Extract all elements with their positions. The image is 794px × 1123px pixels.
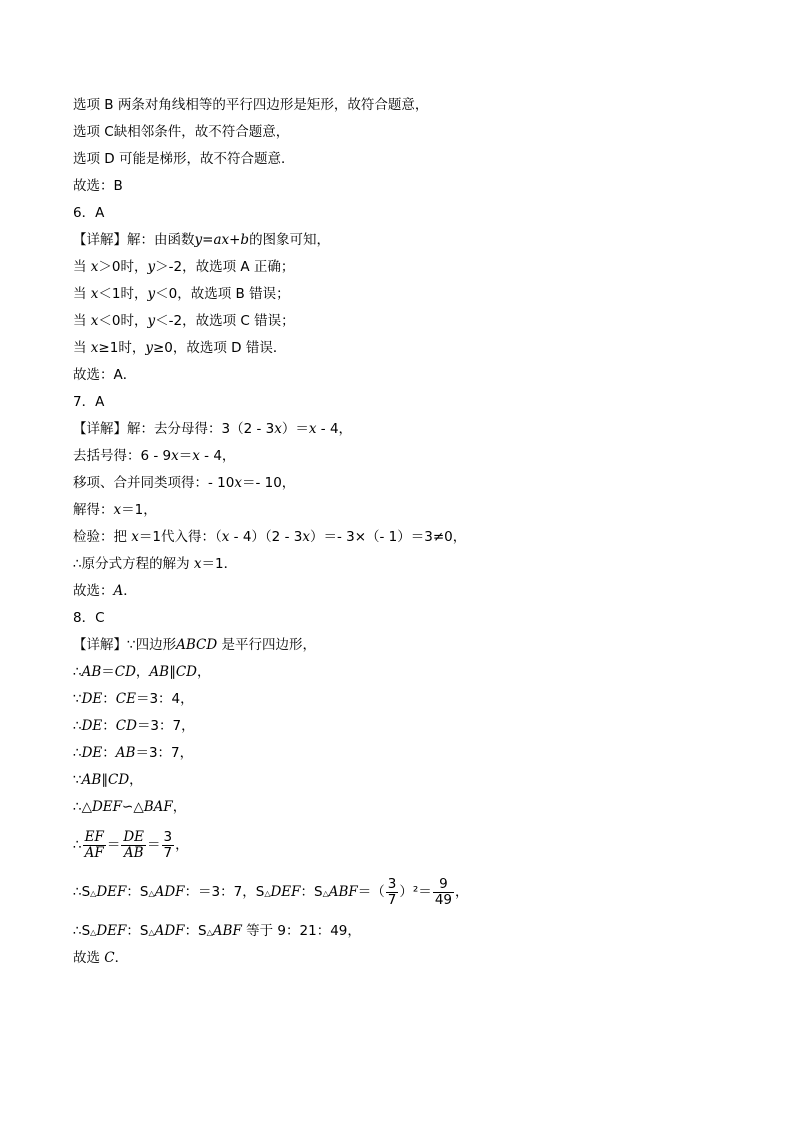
text-line: 故选 C． <box>73 950 129 966</box>
text-line: 故选：A． <box>73 583 137 599</box>
question-number: 8．C <box>73 610 105 626</box>
text-line: ∵AB∥CD， <box>73 772 143 788</box>
text-line: 解得：x＝1， <box>73 502 157 518</box>
text-line: 当 x＜0时，y＜-2，故选项 C 错误； <box>73 313 295 329</box>
fraction: $\frac{3}{7}$ <box>163 828 173 861</box>
text-line: ∴原分式方程的解为 x＝1． <box>73 556 238 572</box>
text-line: ∴DE：CD＝3：7， <box>73 718 195 734</box>
text-line: ∴S△DEF：S△ADF：S△ABF 等于 9：21：49， <box>73 923 361 939</box>
text-line: ∴△DEF∽△BAF， <box>73 799 187 815</box>
text-line: 【详解】∵四边形ABCD 是平行四边形， <box>73 637 316 653</box>
text-line: 【详解】解：去分母得：3（2 - 3x）＝x - 4， <box>73 421 353 437</box>
text-line: 选项 D 可能是梯形，故不符合题意． <box>73 151 295 167</box>
text-line: 当 x≥1时，y≥0，故选项 D 错误． <box>73 340 287 356</box>
area-ratio-line: ∴S△DEF：S△ADF：＝3：7，S△DEF：S△ABF＝（ $\frac{3}{7}$ ）²＝ $\frac{9}{49}$ ， <box>73 875 469 908</box>
text-line: 选项 C缺相邻条件，故不符合题意， <box>73 124 290 140</box>
text-line: ∵DE：CE＝3：4， <box>73 691 194 707</box>
fraction: $\frac{EF}{AF}$ <box>84 828 104 861</box>
fraction-line: ∴ $\frac{EF}{AF}$ ＝ $\frac{DE}{AB}$ ＝ $\frac{3}{7}$ ， <box>73 828 189 861</box>
text-line: 选项 B 两条对角线相等的平行四边形是矩形，故符合题意， <box>73 97 429 113</box>
text-line: 故选：B <box>73 178 123 194</box>
text-line: 【详解】解：由函数y=ax+b的图象可知， <box>73 232 331 248</box>
text-line: 去括号得：6 - 9x＝x - 4， <box>73 448 236 464</box>
text-line: 当 x＜1时，y＜0，故选项 B 错误； <box>73 286 290 302</box>
text-line: 检验：把 x＝1代入得：（x - 4）（2 - 3x）＝- 3×（- 1）＝3≠0， <box>73 529 467 545</box>
question-number: 6．A <box>73 205 105 221</box>
text-line: 故选：A． <box>73 367 137 383</box>
fraction: $\frac{9}{49}$ <box>434 875 452 908</box>
fraction: $\frac{DE}{AB}$ <box>123 828 145 861</box>
text-line: ∴AB＝CD，AB∥CD， <box>73 664 211 680</box>
text-line: 当 x＞0时，y＞-2，故选项 A 正确； <box>73 259 295 275</box>
text-line: 移项、合并同类项得：- 10x＝- 10， <box>73 475 296 491</box>
fraction: $\frac{3}{7}$ <box>387 875 397 908</box>
question-number: 7．A <box>73 394 105 410</box>
text-line: ∴DE：AB＝3：7， <box>73 745 194 761</box>
